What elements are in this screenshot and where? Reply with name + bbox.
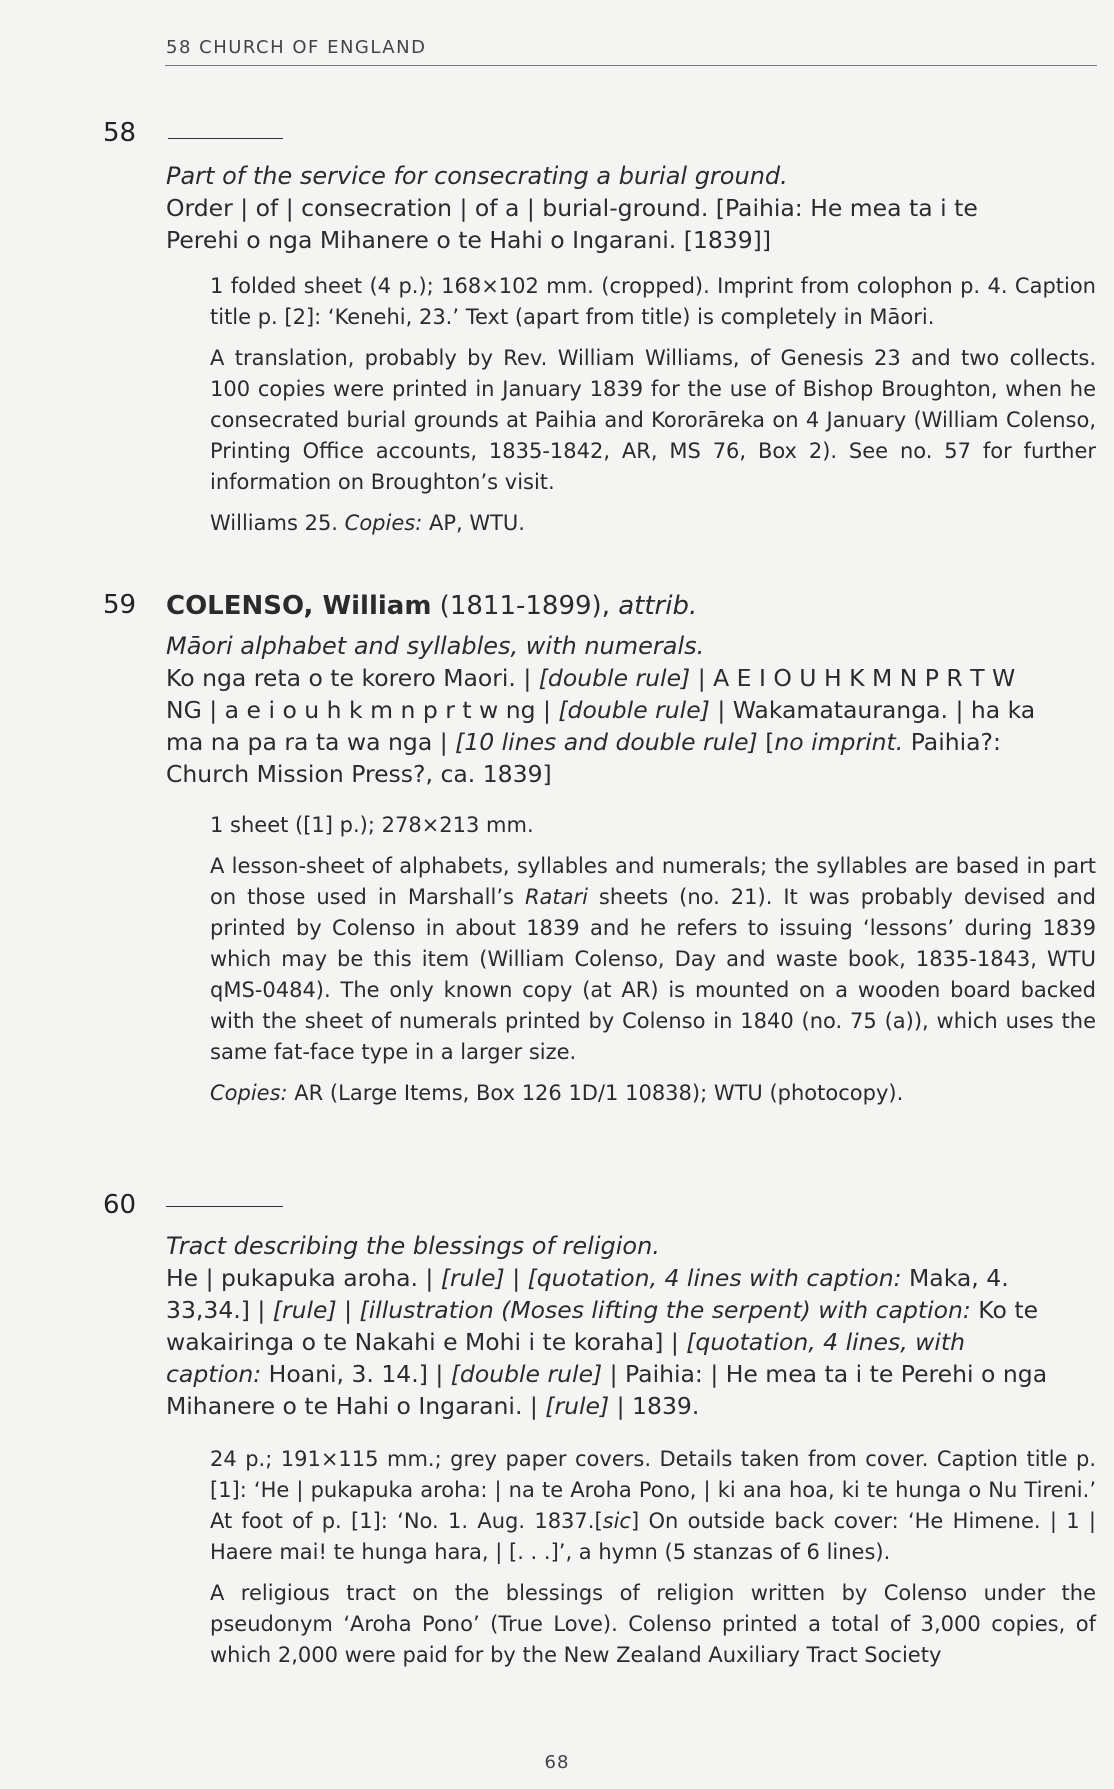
transcription-line: Order | of | consecration | of a | burial-ground. [Paihia: He mea ta i te (166, 194, 978, 222)
attribution: attrib. (618, 591, 698, 621)
entry-title: Māori alphabet and syllables, with numerals. (166, 632, 705, 660)
author-heading (166, 590, 697, 622)
transcription-line: Church Mission Press?, ca. 1839] (166, 760, 552, 788)
copies-label: Copies: (344, 511, 423, 535)
anonymous-dash (168, 138, 283, 139)
transcription-line: Perehi o nga Mihanere o te Hahi o Ingarani. [1839]] (166, 226, 772, 254)
note-paragraph: A translation, probably by Rev. William Williams, of Genesis 23 and two collects. 100 copies were printed in January 1839 for the use of Bishop Broughton, when he consecrated burial grounds at Paihia and Kororāreka on 4 January (William Colenso, Printing Office accounts, 1835-1842, AR, MS 76, Box 2). See no. 57 for further information on Broughton’s visit. (210, 346, 1096, 494)
entry-58-notes (210, 271, 1096, 549)
transcription-line: 33,34.] | [rule] | [illustration (Moses lifting the serpent) with caption: Ko te (166, 1296, 1039, 1324)
references: Copies: AR (Large Items, Box 126 1D/1 10838); WTU (photocopy). (210, 1081, 904, 1105)
physical-description: 1 folded sheet (4 p.); 168×102 mm. (cropped). Imprint from colophon p. 4. Caption title p. [2]: ‘Kenehi, 23.’ Text (apart from title) is completely in Māori. (210, 274, 1096, 329)
page-number: 68 (544, 1752, 570, 1773)
transcription-line: wakairinga o te Nakahi e Mohi i te koraha] | [quotation, 4 lines, with (166, 1328, 966, 1356)
transcription-line: He | pukapuka aroha. | [rule] | [quotation, 4 lines with caption: Maka, 4. (166, 1264, 1009, 1292)
note-paragraph: A religious tract on the blessings of religion written by Colenso under the pseudonym ‘Aroha Pono’ (True Love). Colenso printed a total of 3,000 copies, of which 2,000 were paid for by the New Zealand Auxiliary Tract Society (210, 1581, 1096, 1667)
entry-title: Part of the service for consecrating a burial ground. (166, 162, 788, 190)
physical-description: 24 p.; 191×115 mm.; grey paper covers. Details taken from cover. Caption title p. [1]: ‘He | pukapuka aroha: | na te Aroha Pono, | ki ana hoa, ki te hunga o Nu Tireni.’ At foot of p. [1]: ‘No. 1. Aug. 1837.[sic] On outside back cover: ‘He Himene. | 1 | Haere mai! te hunga hara, | [. . .]’, a hymn (5 stanzas of 6 lines). (210, 1447, 1096, 1564)
author-name: COLENSO, William (166, 591, 432, 621)
entry-60-body (166, 1230, 1096, 1422)
header-rule (165, 65, 1097, 66)
physical-description: 1 sheet ([1] p.); 278×213 mm. (210, 813, 534, 837)
entry-number: 59 (103, 590, 137, 620)
transcription-line: Ko nga reta o te korero Maori. | [double rule] | A E I O U H K M N P R T W (166, 664, 1016, 692)
entry-58-body (166, 160, 1096, 256)
entry-number: 58 (103, 118, 137, 148)
author-dates: (1811-1899), (431, 591, 619, 621)
copies-label: Copies: (210, 1081, 288, 1105)
entry-title: Tract describing the blessings of religion. (166, 1232, 660, 1260)
running-head: 58 CHURCH OF ENGLAND (166, 37, 427, 58)
references: Williams 25. Copies: AP, WTU. (210, 511, 525, 535)
transcription-line: caption: Hoani, 3. 14.] | [double rule] | Paihia: | He mea ta i te Perehi o nga (166, 1360, 1048, 1388)
transcription-line: NG | a e i o u h k m n p r t w ng | [double rule] | Wakamatauranga. | ha ka (166, 696, 1036, 724)
entry-59-notes (210, 810, 1096, 1119)
note-paragraph: A lesson-sheet of alphabets, syllables and numerals; the syllables are based in part on those used in Marshall’s Ratari sheets (no. 21). It was probably devised and printed by Colenso in about 1839 and he refers to issuing ‘lessons’ during 1839 which may be this item (William Colenso, Day and waste book, 1835-1843, WTU qMS-0484). The only known copy (at AR) is mounted on a wooden board backed with the sheet of numerals printed by Colenso in 1840 (no. 75 (a)), which uses the same fat-face type in a larger size. (210, 854, 1096, 1064)
anonymous-dash (166, 1206, 283, 1207)
entry-60-notes (210, 1444, 1096, 1681)
entry-59-body (166, 630, 1096, 790)
transcription-line: Mihanere o te Hahi o Ingarani. | [rule] | 1839. (166, 1392, 700, 1420)
entry-number: 60 (103, 1190, 137, 1220)
transcription-line: ma na pa ra ta wa nga | [10 lines and double rule] [no imprint. Paihia?: (166, 728, 1001, 756)
